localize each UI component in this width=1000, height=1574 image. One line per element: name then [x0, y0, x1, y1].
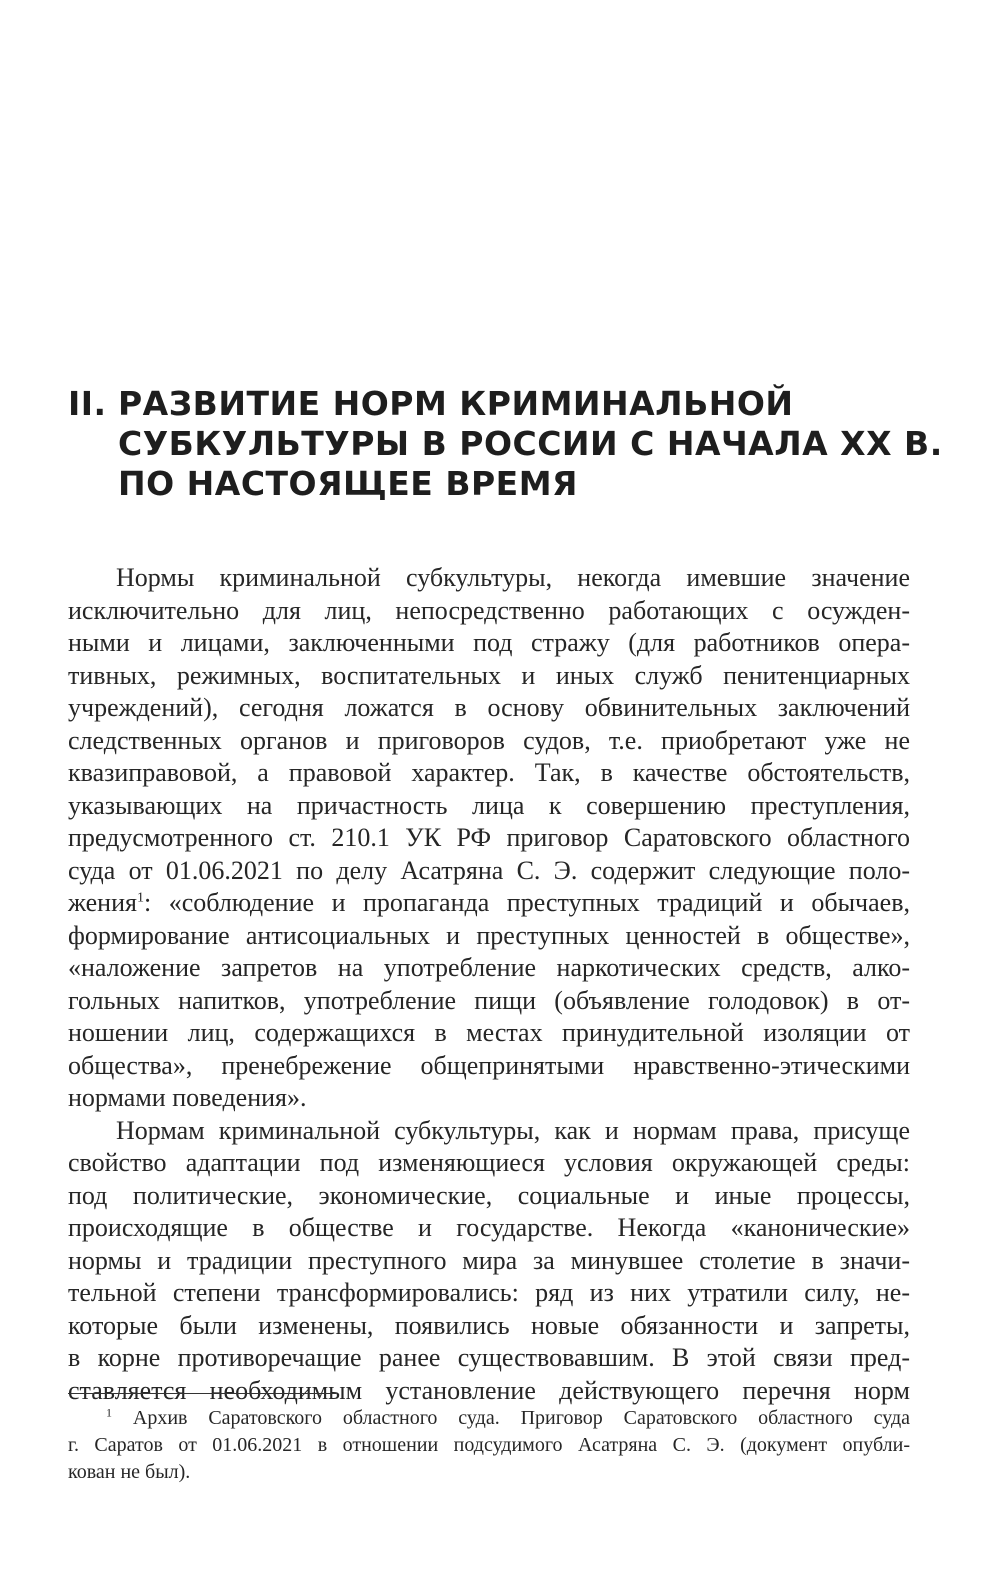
text-line: которые были изменены, появились новые обязанности и запреты,: [68, 1310, 910, 1340]
text-line: формирование антисоциальных и преступных ценностей в обществе»,: [68, 920, 910, 950]
footnote: [68, 1405, 910, 1486]
footnote-reference: 1: [136, 890, 144, 906]
text-line: нормы и традиции преступного мира за минувшее столетие в значи-: [68, 1245, 910, 1275]
text-line: Нормам криминальной субкультуры, как и нормам права, присуще: [116, 1115, 910, 1145]
chapter-title: [118, 384, 943, 504]
chapter-title-line: РАЗВИТИЕ НОРМ КРИМИНАЛЬНОЙ: [118, 384, 794, 423]
text-line: в корне противоречащие ранее существовавшим. В этой связи пред-: [68, 1343, 910, 1372]
footnote-marker: 1: [106, 1405, 112, 1420]
text-line: учреждений), сегодня ложатся в основу обвинительных заключений: [68, 693, 910, 722]
footnote-divider: [68, 1393, 336, 1394]
text-line: нормами поведения».: [68, 1083, 307, 1112]
paragraph-1: [68, 562, 910, 1115]
chapter-title-line: ПО НАСТОЯЩЕЕ ВРЕМЯ: [118, 464, 578, 503]
text-line: предусмотренного ст. 210.1 УК РФ приговор Саратовского областного: [68, 823, 910, 852]
text-line: свойство адаптации под изменяющиеся условия окружающей среды:: [68, 1148, 910, 1177]
text-line: тельной степени трансформировались: ряд из них утратили силу, не-: [68, 1278, 910, 1307]
text-line: квазиправовой, а правовой характер. Так, в качестве обстоятельств,: [68, 758, 910, 787]
chapter-number: II.: [68, 384, 107, 423]
text-line: ставляется необходимым установление действующего перечня норм: [68, 1375, 910, 1405]
text-line: ношении лиц, содержащихся в местах принудительной изоляции от: [68, 1018, 910, 1047]
paragraph-2: [68, 1115, 910, 1408]
body-text: [68, 562, 910, 1407]
footnote-text: Архив Саратовского областного суда. Приговор Саратовского областного суда: [132, 1407, 910, 1429]
chapter-heading: [68, 384, 943, 504]
text-line-with-footnote: [68, 887, 910, 920]
text-fragment: жения: [68, 888, 137, 917]
text-line: под политические, экономические, социальные и иные процессы,: [68, 1180, 910, 1210]
footnote-line: [68, 1405, 910, 1432]
text-line: исключительно для лиц, непосредственно работающих с осужден-: [68, 595, 910, 625]
footnote-line: г. Саратов от 01.06.2021 в отношении подсудимого Асатряна С. Э. (документ опубли-: [68, 1434, 910, 1456]
text-line: «наложение запретов на употребление наркотических средств, алко-: [68, 953, 910, 982]
text-line: указывающих на причастность лица к совершению преступления,: [68, 790, 910, 820]
text-line: общества», пренебрежение общепринятыми нравственно-этическими: [68, 1050, 910, 1080]
text-line: Нормы криминальной субкультуры, некогда имевшие значение: [116, 563, 910, 592]
text-line: суда от 01.06.2021 по делу Асатряна С. Э. содержит следующие поло-: [68, 855, 910, 885]
text-fragment: : «соблюдение и пропаганда преступных традиций и обычаев,: [143, 888, 910, 917]
text-line: ными и лицами, заключенными под стражу (для работников опера-: [68, 628, 910, 657]
text-line: происходящие в обществе и государстве. Некогда «канонические»: [68, 1213, 910, 1242]
text-line: тивных, режимных, воспитательных и иных служб пенитенциарных: [68, 660, 910, 690]
chapter-title-line: СУБКУЛЬТУРЫ В РОССИИ С НАЧАЛА XX В.: [118, 424, 943, 463]
footnote-line: кован не был).: [68, 1461, 191, 1483]
text-line: гольных напитков, употребление пищи (объявление голодовок) в от-: [68, 985, 910, 1015]
text-line: следственных органов и приговоров судов, т.е. приобретают уже не: [68, 725, 910, 755]
